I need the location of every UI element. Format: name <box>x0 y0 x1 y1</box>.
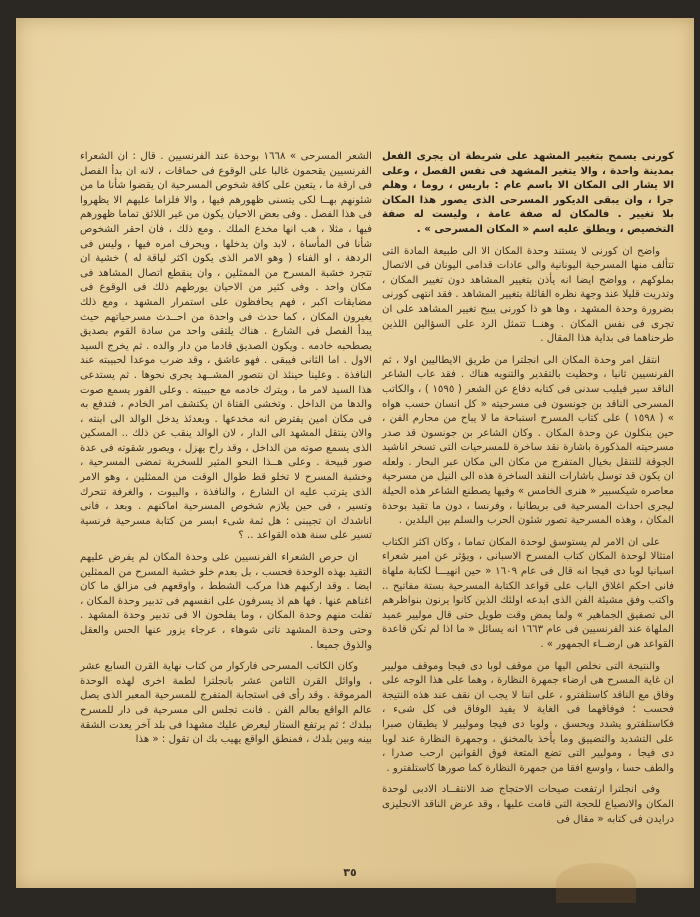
right-column <box>382 150 674 834</box>
paragraph: ان حرص الشعراء الفرنسيين على وحدة المكان لم يفرض عليهم التقيد بهذه الوحدة فحسب ، بل بعدم خلو خشبة المسرح من الممثلين ايضا . وقد اركبهم هذا مركب الشطط ، واوقعهم فى مزالق ما كان اغناهم عنها . فها هم اذ يسرفون على انفسهم فى تدبير وحدة المكان ، تفلت منهم وحدة المكان ، وما يفلحون الا فى تدبير وحدة المشهد . وحتى وحدة المشهد تاتى شوهاء ، عرجاء يزور عنها الحس والعقل والذوق جميعا . <box>80 552 372 651</box>
page-number: ٣٥ <box>343 866 357 879</box>
paragraph: وكان الكاتب المسرحى فاركوار من كتاب نهاية القرن السابع عشر ، واوائل القرن الثامن عشر بانجلترا لطمة اخرى لهذه الوحدة المرموقة . وقد رأى فى استجابة المتفرج للمسرحية المعبر الذى يصل عالم الواقع بعالم الفن . فانت تجلس الى مسرحية فى دار للمسرح ببلدك ؛ ثم يرتفع الستار ليعرض عليك مشهدا فى بلد آخر يعدت الشقة بينه وبين بلدك ، فمنطق الواقع يهيب بك ان تقول : « هذا <box>80 661 372 746</box>
left-column <box>80 150 372 755</box>
paragraph: الشعر المسرحى » ١٦٦٨ بوحدة عند الفرنسيين . قال : ان الشعراء الفرنسيين يقحمون غالبا على الوقوع فى حماقات ، لانه ان بدأ الفصل فى ارقة ما ، يتعين على كافة شخوص المسرحية ان يقضوا شأنا ما من شئونهم بهــا لكى يتسنى ظهورهم فيها ، والا فلزاما عليهم الا يظهروا فى هذا الفصل . وفى بعض الاحيان يكون من غير اللائق تماما ظهورهم فيها ، مثلا ، هب انها مخدع الملك . ومع ذلك ، فان احقر الشخوص شأنا فى المأساة ، لابد وان يدخلها ، ويحرف امره فيها ، وليس فى الردهة ، او الفناء ( وهو الامر الذى يكون اكثر لياقة له ) خشية ان تتجرد خشبة المسرح من الممثلين ، وان ينقطع اتصال المشاهد فى مكان واحد . وفى كثير من الاحيان يورطهم ذلك فى الوقوع فى مضايقات اكبر ، فهم يحافظون على استمرار المشهد ، ومع ذلك يغيرون المكان ، كما حدث فى واحدة من احــدث مسرحياتهم حيث يبدأ الفصل فى الشارع . هناك يلتقى واحد من سادة القوم بصديق يصطحبه خادمه . ويكون الصديق قادما من دار والده . ثم يخرج السيد الاول . اما الثانى فيبقى . فهو عاشق ، وقد ضرب موعدا لحبيبته عند النافذة . وعلينا حينئذ ان نتصور المشــهد يجرى نحوها . ثم يستدعى هذا السيد لامر ما ، ويترك خادمه مع حبيبته . وعلى الفور يسمع صوت والدها من الداخل . وتخشى الفتاة ان يكتشف امر الخادم ، فتدفع به فى مكان امين يفترض انه مخدعها . وبعدئذ يدخل الوالد الى ابنته ، والان ينتقل المشهد الى الدار ، لان الوالد ينقب عن ذلك .. المسكين الذى يسمع صوته من الداخل ، وقد راح يهزل ، ويصور شقوته فى عدة صور قبيحة . وعلى هــذا النحو المثير للسخرية تمضى المسرحية ، وخشبة المسرح لا تخلو قط طوال الوقت من الممثلين ، وهو الامر الذى يترتب عليه ان الشارع ، والنافذة ، والبيوت ، والغرفة تتحرك وتسير ، فى حين يلازم شخوص المسرحية اماكنهم . وبعد ، فانى اناشدك ان تجيبنى : هل ثمة شىء ابسر من كتابة مسرحية فرنسية تسير على سنة هذه القواعد .. ؟ <box>80 151 372 542</box>
paragraph: واضح ان كورنى لا يستند وحدة المكان الا الى طبيعة المادة التى تتألف منها المسرحية اليونانية والى عادات قدامى اليونان فى الاتصال بملوكهم ، وواضح ايضا انه يأذن بتغيير المشاهد دون تغيير المكان ، وتدريت قليلا عند وجهة نظره القائلة بتغيير المشاهد . فقد انتهى كورنى بضرورة وحدة المشهد ، وها هو ذا كورنى يبيح تغيير المشاهد على ان تجرى فى نفس المكان . وهنــا تتمثل الرد على السؤالين اللذين طرحناهما فى بداية هذا المقال . <box>382 245 674 345</box>
paragraph: كورنى يسمح بتغيير المشهد على شريطة ان يجرى الفعل بمدينة واحدة ، والا يتغير المشهد فى نفس الفصل ، وعلى الا يشار الى المكان الا باسم عام : باريس ، روما ، وهلم جرا ، وان يبقى الديكور المسرحى الذى يصور هذا المكان بلا تغيير . فالمكان له صفة عامة ، وليست له صفة التخصيص ، ويطلق عليه اسم « المكان المسرحى » . <box>382 151 674 235</box>
paragraph: انتقل امر وحدة المكان الى انجلترا من طريق الايطاليين اولا ، ثم الفرنسيين ثانيا ، وحظيت بالتقدير والتنويه هناك . فقد عاب الشاعر الناقد سير فيليب سدنى فى كتابه دفاع عن الشعر ( ١٥٩٥ ) ، والكاتب المسرحى الناقد بن جونسون فى مسرحيته « كل انسان حسب هواه » ( ١٥٩٨ ) على كتاب المسرح استباحة ما لا يباح من محارم الفن ، حين ينكلون عن وحدة المكان . وكان الشاعر بن جونسون قد صدر مسرحيته المذكورة باشارة نقد ساخرة للمسرحيات التى تسخر اناشيد الجوقة للتنقل بخيال المتفرج من مكان الى مكان عبر البحار . ولعله ان يكون قد توسل باشارات النقد الساخرة هذه الى النيل من مسرحية معاصره شيكسبير « هنرى الخامس » وفيها يصطنع الشاعر هذه الحيلة ليجرى احداث المسرحية فى بريطانيا ، وفرنسا ، دون ما تقيد بوحدة المكان ، وهذه المسرحية تصور شئون الحرب والسلم بين البلدين . <box>382 354 674 527</box>
magazine-page <box>16 18 694 888</box>
paragraph: على ان الامر لم يستوسق لوحدة المكان تماما ، وكان اكثر الكتاب امتثالا لوحدة المكان كتاب المسرح الاسبانى ، ويؤثر عن امير شعراء اسبانيا لوبا دى فيجا انه قال فى عام ١٦٠٩ « حين انهيـــا لكتابة ملهاة فانى احكم اغلاق الباب على قواعد الكتابة المسرحية بستة مفاتيح .. واكتب وفق مشيئة الفن الذى ابدعه اولئك الذين كانوا يرنون بنواظرهم الى تصفيق الجماهير » ولما يمض وقت طويل حتى قال موليير عميد الملهاة عند الفرنسيين فى عام ١٦٦٣ انه يسائل « ما اذا لم تكن قاعدة القواعد هى ارضــاء الجمهور » . <box>382 536 674 650</box>
paragraph: والنتيجة التى نخلص اليها من موقف لوبا دى فيجا وموقف موليير ان غاية المسرح هى ارضاء جمهرة النظارة ، وهما على هذا الوجه على وفاق مع الناقد كاستلفترو ، على اننا لا يجب ان نقف عند هذه النتيجة فحسب ؛ فوفاقهما فى الغاية لا يفيد الوفاق فى كل شىء ، فكاستلفترو يشدد ويحسق ، ولوبا دى فيجا وموليير لا يطيقان صبرا على التشديد والتضييق وما يأخذ بالمخنق ، وجمهرة النظارة عند لوبا دى فيجا ، وموليير التى تضع المتعة فوق القوانين ارحب صدرا ، والطف حسا ، واوسع افقا من جمهرة النظارة كما صورها كاستلفترو . <box>382 660 674 774</box>
paragraph: وفى انجلترا ارتفعت صيحات الاحتجاج ضد الانتقــاد الادبى لوحدة المكان والانصياع للحجة التى قامت عليها ، وقد عرض الناقد الانجليزى درايدن فى كتابه « مقال فى <box>382 784 674 825</box>
